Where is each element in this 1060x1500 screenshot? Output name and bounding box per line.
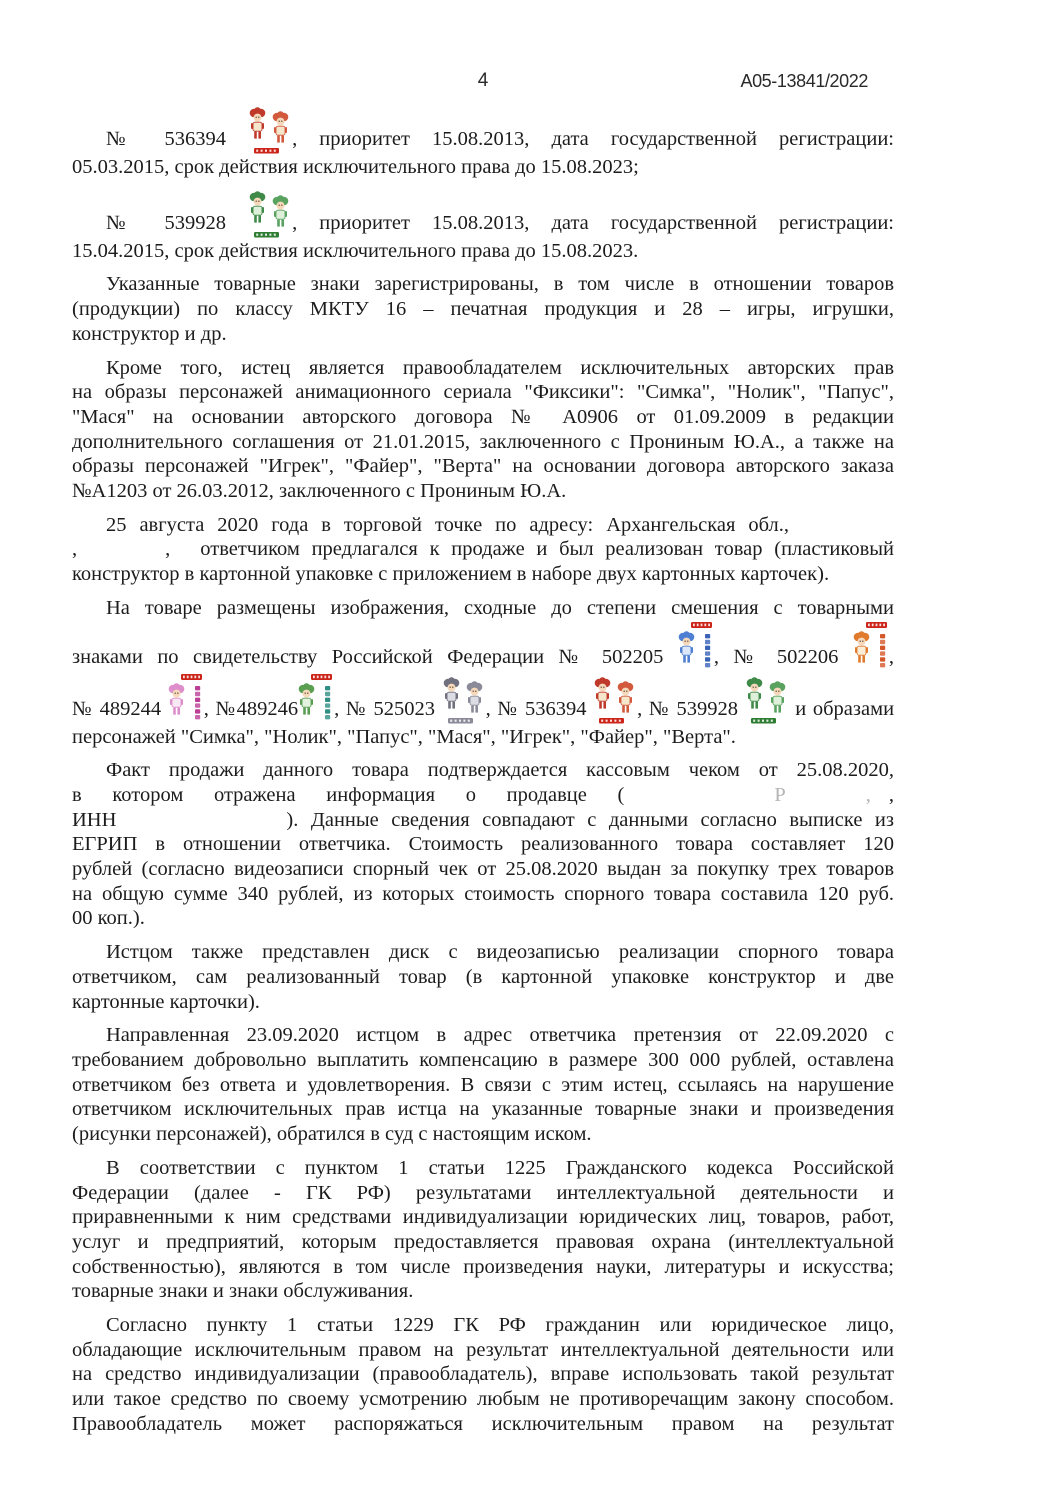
text-line bbox=[72, 725, 894, 750]
text-run: рублей (согласно видеозаписи спорный чек от 25.08.2020 выдан за покупку трех товаров bbox=[72, 858, 894, 881]
text-line bbox=[72, 479, 894, 504]
text-run: 05.03.2015, срок действия исключительного права до 15.08.2023; bbox=[72, 156, 639, 178]
text-run: 15.04.2015, срок действия исключительного права до 15.08.2023. bbox=[72, 239, 639, 262]
text-line bbox=[72, 990, 894, 1015]
text-run: № 539928 bbox=[106, 211, 249, 234]
text-run: Федерации (далее - ГК РФ) результатами интеллектуальной деятельности и bbox=[72, 1181, 894, 1204]
text-run: 00 коп.). bbox=[72, 907, 145, 930]
paragraph bbox=[72, 940, 894, 1014]
text-line bbox=[72, 673, 894, 725]
text-line bbox=[72, 832, 894, 857]
trademark-image-536394 bbox=[593, 675, 637, 725]
text-line bbox=[72, 1230, 894, 1255]
redacted-text-remnant: Р bbox=[774, 783, 786, 806]
text-run: № 489244 bbox=[72, 697, 168, 720]
text-line bbox=[72, 1338, 894, 1363]
text-line bbox=[72, 105, 894, 155]
text-run: Кроме того, истец является правообладателем исключительных авторских прав bbox=[106, 356, 894, 379]
trademark-image-539928 bbox=[745, 675, 789, 725]
page-number: 4 bbox=[477, 70, 489, 91]
text-run: ). Данные сведения совпадают с данными согласно выписке из bbox=[286, 808, 894, 831]
text-run: На товаре размещены изображения, сходные до степени смешения с товарными bbox=[106, 596, 894, 619]
text-line bbox=[72, 430, 894, 455]
text-line bbox=[72, 621, 894, 673]
text-line bbox=[72, 1181, 894, 1206]
text-run: , приоритет 15.08.2013, дата государственной регистрации: bbox=[292, 211, 894, 234]
text-run: приравненными к ним средствами индивидуализации юридических лиц, товаров, работ, bbox=[72, 1206, 894, 1229]
trademark-image-539928 bbox=[248, 189, 292, 239]
text-line bbox=[72, 1122, 894, 1147]
text-run: (рисунки персонажей), обратился в суд с настоящим иском. bbox=[72, 1123, 592, 1146]
text-run: "Мася" на основании авторского договора № А0906 от 01.09.2009 в редакции bbox=[72, 405, 894, 428]
trademark-image-489244 bbox=[168, 673, 204, 725]
paragraph bbox=[72, 1023, 894, 1147]
text-line bbox=[72, 155, 894, 180]
text-line bbox=[72, 1387, 894, 1412]
paragraph bbox=[72, 105, 894, 180]
page-content bbox=[72, 70, 894, 1446]
text-run: ответчиком исключительных прав истца на указанные товарные знаки и произведения bbox=[72, 1098, 894, 1121]
text-line bbox=[72, 783, 894, 808]
text-run: №А1203 от 26.03.2012, заключенного с Прониным Ю.А. bbox=[72, 480, 567, 503]
text-line bbox=[72, 857, 894, 882]
text-run: , bbox=[888, 645, 895, 668]
text-run: на общую сумме 340 рублей, из которых стоимость спорного товара составила 120 руб. bbox=[72, 882, 894, 905]
text-run: Факт продажи данного товара подтверждается кассовым чеком от 25.08.2020, bbox=[106, 759, 894, 782]
text-run: , № 525023 bbox=[334, 697, 442, 720]
page-header bbox=[72, 70, 894, 92]
text-line bbox=[72, 513, 894, 538]
text-line bbox=[72, 882, 894, 907]
paragraph bbox=[72, 1156, 894, 1304]
text-line bbox=[72, 1255, 894, 1280]
text-line bbox=[72, 1097, 894, 1122]
paragraph bbox=[72, 513, 894, 587]
text-line bbox=[72, 297, 894, 322]
text-run: ЕГРИП в отношении ответчика. Стоимость реализованного товара составляет 120 bbox=[72, 833, 894, 856]
text-line bbox=[72, 940, 894, 965]
text-line bbox=[72, 1279, 894, 1304]
text-run: , № 536394 bbox=[485, 697, 594, 720]
text-run: собственностью), являются в том числе произведения науки, литературы и искусства; bbox=[72, 1255, 894, 1278]
text-run: или такое средство по своему усмотрению любым не противоречащим закону способом. bbox=[72, 1388, 894, 1411]
text-run: № 536394 bbox=[106, 128, 249, 150]
text-run: на образы персонажей анимационного сериала "Фиксики": "Симка", "Нолик", "Папус", bbox=[72, 381, 894, 404]
text-line bbox=[72, 405, 894, 430]
text-run: знаками по свидетельству Российской Федерации № 502205 bbox=[72, 645, 678, 668]
trademark-image-489246 bbox=[298, 673, 334, 725]
text-run: образы персонажей "Игрек", "Файер", "Верта" на основании договора авторского заказа bbox=[72, 455, 894, 478]
trademark-image-502206 bbox=[853, 621, 889, 673]
text-line bbox=[72, 758, 894, 783]
text-run: В соответствии с пунктом 1 статьи 1225 Гражданского кодекса Российской bbox=[106, 1156, 894, 1179]
text-run: , № 502206 bbox=[713, 645, 853, 668]
redacted-gap bbox=[624, 799, 774, 801]
redacted-gap bbox=[871, 799, 889, 801]
text-run: , bbox=[165, 538, 171, 561]
text-run: на средство индивидуализации (правообладатель), вправе использовать такой результат bbox=[72, 1363, 894, 1386]
text-line bbox=[72, 596, 894, 621]
text-line bbox=[72, 1156, 894, 1181]
text-run: Истцом также представлен диск с видеозаписью реализации спорного товара bbox=[106, 941, 894, 964]
paragraph bbox=[72, 356, 894, 504]
paragraph bbox=[72, 189, 894, 264]
text-line bbox=[72, 272, 894, 297]
text-run: Указанные товарные знаки зарегистрированы, в том числе в отношении товаров bbox=[106, 273, 894, 296]
text-run: ответчиком без ответа и удовлетворения. В связи с этим истец, ссылаясь на нарушение bbox=[72, 1073, 894, 1096]
text-run: (продукции) по классу МКТУ 16 – печатная продукция и 28 – игры, игрушки, bbox=[72, 298, 894, 321]
text-line bbox=[72, 1073, 894, 1098]
text-line bbox=[72, 322, 894, 347]
text-run: , приоритет 15.08.2013, дата государственной регистрации: bbox=[292, 128, 894, 150]
text-line bbox=[72, 1313, 894, 1338]
text-run: ИНН bbox=[72, 808, 117, 831]
text-run: обладающие исключительным правом на результат интеллектуальной деятельности или bbox=[72, 1338, 894, 1361]
redacted-gap bbox=[170, 553, 200, 555]
case-number: А05-13841/2022 bbox=[740, 71, 868, 91]
text-run: и образами bbox=[788, 697, 895, 720]
redacted-gap bbox=[789, 529, 894, 531]
text-run: требованием добровольно выплатить компенсацию в размере 300 000 рублей, оставлена bbox=[72, 1048, 894, 1071]
text-run: конструктор в картонной упаковке с приложением в наборе двух картонных карточек). bbox=[72, 563, 830, 586]
text-run: услуг и предприятий, которым предоставляется правовая охрана (интеллектуальной bbox=[72, 1230, 894, 1253]
text-line bbox=[72, 808, 894, 833]
paragraph bbox=[72, 758, 894, 931]
text-line bbox=[72, 1205, 894, 1230]
text-run: , bbox=[888, 783, 894, 806]
text-line bbox=[72, 189, 894, 239]
text-run: товарные знаки и знаки обслуживания. bbox=[72, 1280, 414, 1303]
text-line bbox=[72, 356, 894, 381]
document-body bbox=[72, 105, 894, 1437]
paragraph bbox=[72, 272, 894, 346]
text-line bbox=[72, 537, 894, 562]
text-line bbox=[72, 380, 894, 405]
text-run: , bbox=[72, 538, 78, 561]
redacted-gap bbox=[77, 553, 165, 555]
text-run: дополнительного соглашения от 21.01.2015, заключенного с Прониным Ю.А., а также на bbox=[72, 430, 894, 453]
text-line bbox=[72, 1362, 894, 1387]
text-line bbox=[72, 1023, 894, 1048]
text-run: Правообладатель может распоряжаться исключительным правом на результат bbox=[72, 1412, 894, 1435]
text-line bbox=[72, 454, 894, 479]
trademark-image-502205 bbox=[678, 621, 714, 673]
text-line bbox=[72, 965, 894, 990]
redacted-gap bbox=[786, 799, 866, 801]
text-run: картонные карточки). bbox=[72, 990, 260, 1013]
paragraph bbox=[72, 596, 894, 749]
text-line bbox=[72, 562, 894, 587]
trademark-image-536394 bbox=[248, 105, 292, 155]
text-run: ответчиком, сам реализованный товар (в картонной упаковке конструктор и две bbox=[72, 965, 894, 988]
text-run: 25 августа 2020 года в торговой точке по адресу: Архангельская обл., bbox=[106, 513, 789, 536]
trademark-image-525023 bbox=[442, 675, 486, 725]
text-run: ответчиком предлагался к продаже и был реализован товар (пластиковый bbox=[200, 538, 894, 561]
text-run: Согласно пункту 1 статьи 1229 ГК РФ гражданин или юридическое лицо, bbox=[106, 1314, 894, 1337]
text-run: , № 539928 bbox=[637, 697, 745, 720]
text-line bbox=[72, 1048, 894, 1073]
text-line bbox=[72, 1412, 894, 1437]
text-line bbox=[72, 239, 894, 264]
redacted-gap bbox=[116, 824, 286, 826]
text-run: , №489246 bbox=[203, 697, 299, 720]
paragraph bbox=[72, 1313, 894, 1437]
text-run: персонажей "Симка", "Нолик", "Папус", "Мася", "Игрек", "Файер", "Верта". bbox=[72, 725, 736, 748]
text-line bbox=[72, 906, 894, 931]
text-run: конструктор и др. bbox=[72, 322, 227, 345]
text-run: в котором отражена информация о продавце ( bbox=[72, 783, 625, 806]
text-run: Направленная 23.09.2020 истцом в адрес ответчика претензия от 22.09.2020 с bbox=[106, 1024, 894, 1047]
redacted-text-remnant: , bbox=[865, 783, 871, 806]
